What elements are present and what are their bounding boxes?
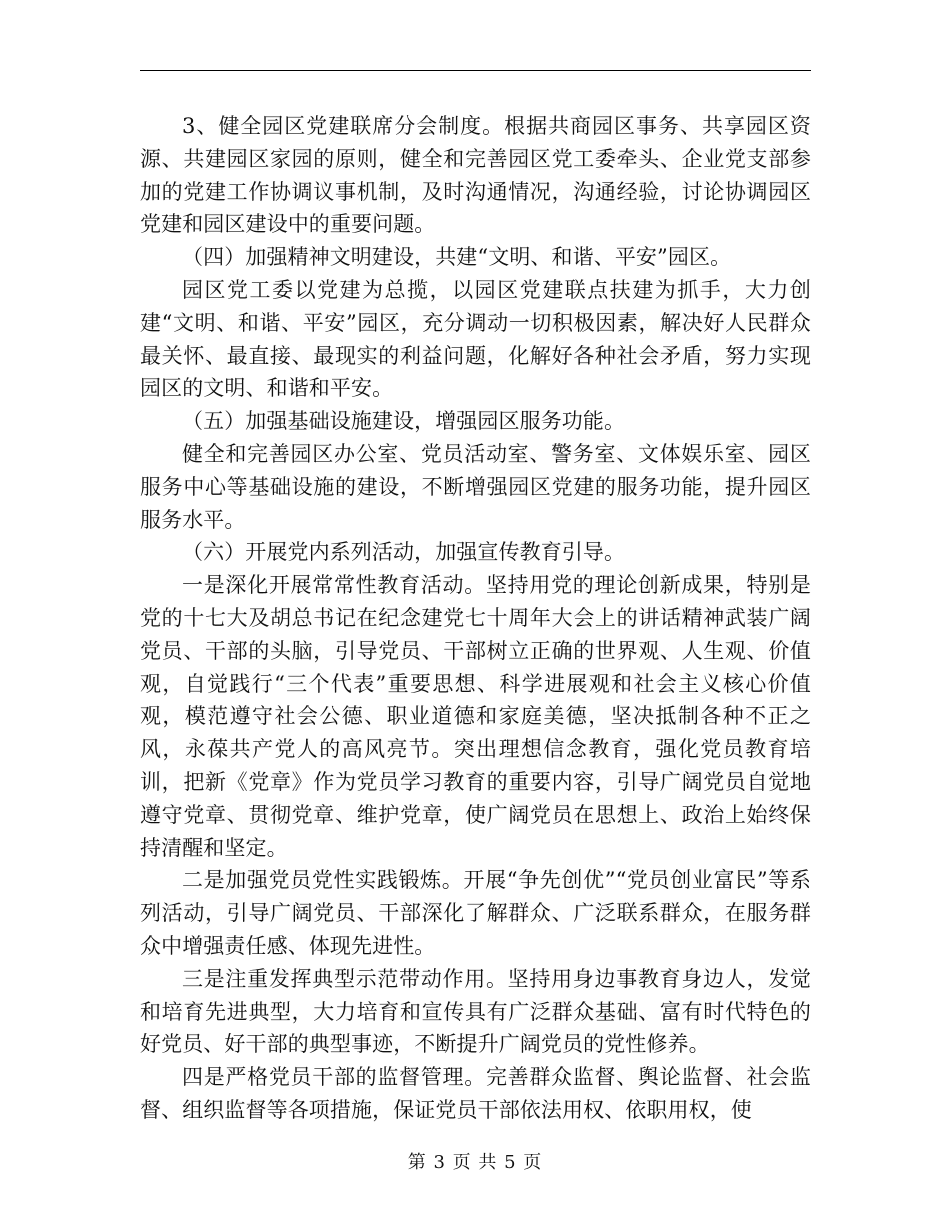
- section-heading-5: （五）加强基础设施建设，增强园区服务功能。: [182, 409, 626, 434]
- section-heading-4: （四）加强精神文明建设，共建“文明、和谐、平安”园区。: [182, 245, 732, 270]
- paragraph-7: 四是严格党员干部的监督管理。完善群众监督、舆论监督、社会监督、组织监督等各项措施，保证党员干部依法用权、依职用权，使: [140, 1065, 811, 1122]
- header-rule: [140, 70, 811, 71]
- page-number-footer: 第 3 页 共 5 页: [407, 1152, 543, 1173]
- paragraph-1: 3、健全园区党建联席分会制度。根据共商园区事务、共享园区资源、共建园区家园的原则，健全和完善园区党工委牵头、企业党支部参加的党建工作协调议事机制，及时沟通情况，沟通经验，讨论协调园区党建和园区建设中的重要问题。: [140, 114, 811, 237]
- paragraph-3: 健全和完善园区办公室、党员活动室、警务室、文体娱乐室、园区服务中心等基础设施的建设，不断增强园区党建的服务功能，提升园区服务水平。: [140, 441, 811, 532]
- section-heading-6: （六）开展党内系列活动，加强宣传教育引导。: [182, 540, 626, 565]
- document-body: [140, 110, 811, 1127]
- paragraph-6: 三是注重发挥典型示范带动作用。坚持用身边事教育身边人，发觉和培育先进典型，大力培育和宣传具有广泛群众基础、富有时代特色的好党员、好干部的典型事迹，不断提升广阔党员的党性修养。: [140, 966, 811, 1057]
- paragraph-5: 二是加强党员党性实践锻炼。开展“争先创优”“党员创业富民”等系列活动，引导广阔党员、干部深化了解群众、广泛联系群众，在服务群众中增强责任感、体现先进性。: [140, 868, 811, 958]
- paragraph-2: 园区党工委以党建为总揽，以园区党建联点扶建为抓手，大力创建“文明、和谐、平安”园区，充分调动一切积极因素，解决好人民群众最关怀、最直接、最现实的利益问题，化解好各种社会矛盾，努力实现园区的文明、和谐和平安。: [140, 277, 811, 401]
- paragraph-4: 一是深化开展常常性教育活动。坚持用党的理论创新成果，特别是党的十七大及胡总书记在纪念建党七十周年大会上的讲话精神武装广阔党员、干部的头脑，引导党员、干部树立正确的世界观、人生观、价值观，自觉践行“三个代表”重要思想、科学进展观和社会主义核心价值观，模范遵守社会公德、职业道德和家庭美德，坚决抵制各种不正之风，永葆共产党人的高风亮节。突出理想信念教育，强化党员教育培训，把新《党章》作为党员学习教育的重要内容，引导广阔党员自觉地遵守党章、贯彻党章、维护党章，使广阔党员在思想上、政治上始终保持清醒和坚定。: [140, 573, 811, 860]
